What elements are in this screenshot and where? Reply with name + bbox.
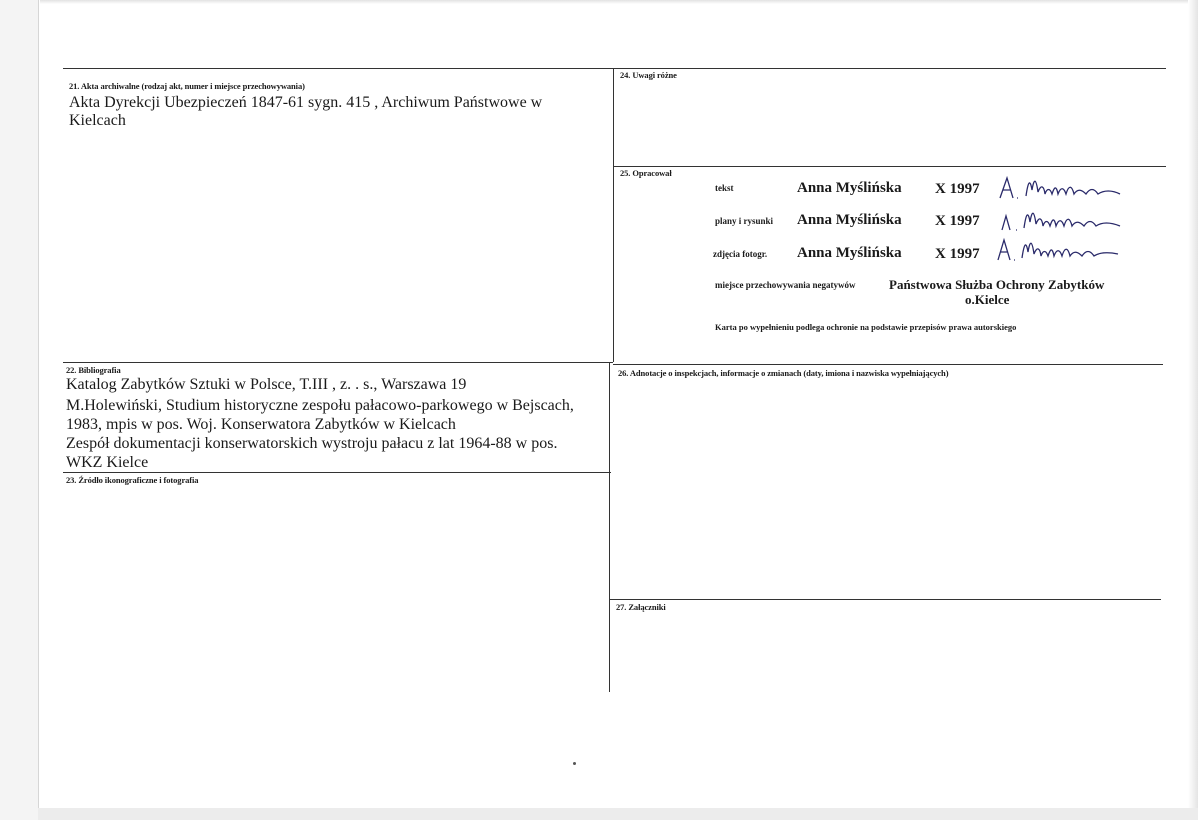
section-22-line-2: M.Holewiński, Studium historyczne zespołu pałacowo-parkowego w Bejscach, xyxy=(66,397,574,414)
section-22-line-1: Katalog Zabytków Sztuki w Polsce, T.III , z. . s., Warszawa 19 xyxy=(66,376,467,393)
author-row-1-date: X 1997 xyxy=(935,181,980,197)
section-27-label: 27. Załączniki xyxy=(616,602,666,612)
author-row-2-date: X 1997 xyxy=(935,213,980,229)
rule-center-vertical-lower xyxy=(609,362,610,692)
scan-edge-right xyxy=(1188,0,1198,808)
author-row-3-role: zdjęcia fotogr. xyxy=(713,249,768,259)
author-row-1-signature xyxy=(998,174,1124,202)
section-22-line-5: WKZ Kielce xyxy=(66,454,149,471)
rule-center-vertical xyxy=(613,68,614,362)
section-21-line-1: Akta Dyrekcji Ubezpieczeń 1847-61 sygn. 415 , Archiwum Państwowe w xyxy=(69,94,543,111)
section-26-label: 26. Adnotacje o inspekcjach, informacje o zmianach (daty, imiona i nazwiska wypełniających) xyxy=(618,368,949,378)
scan-edge-bottom xyxy=(38,808,1198,820)
author-row-2-signature xyxy=(998,206,1124,234)
section-21-label: 21. Akta archiwalne (rodzaj akt, numer i miejsce przechowywania) xyxy=(69,81,305,91)
author-row-2-name: Anna Myślińska xyxy=(797,212,902,228)
author-row-2-role: plany i rysunki xyxy=(715,216,774,226)
scan-edge-top xyxy=(40,0,1190,4)
negatives-value-line-1: Państwowa Służba Ochrony Zabytków xyxy=(889,277,1105,292)
negatives-value-line-2: o.Kielce xyxy=(965,292,1010,307)
copyright-notice: Karta po wypełnieniu podlega ochronie na podstawie przepisów prawa autorskiego xyxy=(715,322,1017,332)
section-25-label: 25. Opracował xyxy=(620,168,672,178)
section-23-label: 23. Źródło ikonograficzne i fotografia xyxy=(66,475,199,485)
author-row-1-name: Anna Myślińska xyxy=(797,180,902,196)
negatives-label: miejsce przechowywania negatywów xyxy=(715,280,856,290)
scan-speck xyxy=(573,762,576,765)
rule-22-23 xyxy=(63,472,611,473)
section-21-line-2: Kielcach xyxy=(69,112,126,129)
rule-top-left xyxy=(63,68,613,69)
author-row-3-name: Anna Myślińska xyxy=(797,245,902,261)
author-row-3-date: X 1997 xyxy=(935,246,980,262)
author-row-1-role: tekst xyxy=(715,183,734,193)
rule-21-22 xyxy=(63,362,613,363)
section-24-label: 24. Uwagi różne xyxy=(620,70,677,80)
section-22-label: 22. Bibliografia xyxy=(66,365,121,375)
section-22-line-4: Zespół dokumentacji konserwatorskich wystroju pałacu z lat 1964-88 w pos. xyxy=(66,435,558,452)
author-row-3-signature xyxy=(996,236,1122,264)
rule-24-25 xyxy=(613,166,1166,167)
rule-top-right xyxy=(613,68,1166,69)
rule-25-26 xyxy=(613,364,1163,365)
rule-26-27 xyxy=(609,599,1161,600)
section-22-line-3: 1983, mpis w pos. Woj. Konserwatora Zabytków w Kielcach xyxy=(66,416,456,433)
